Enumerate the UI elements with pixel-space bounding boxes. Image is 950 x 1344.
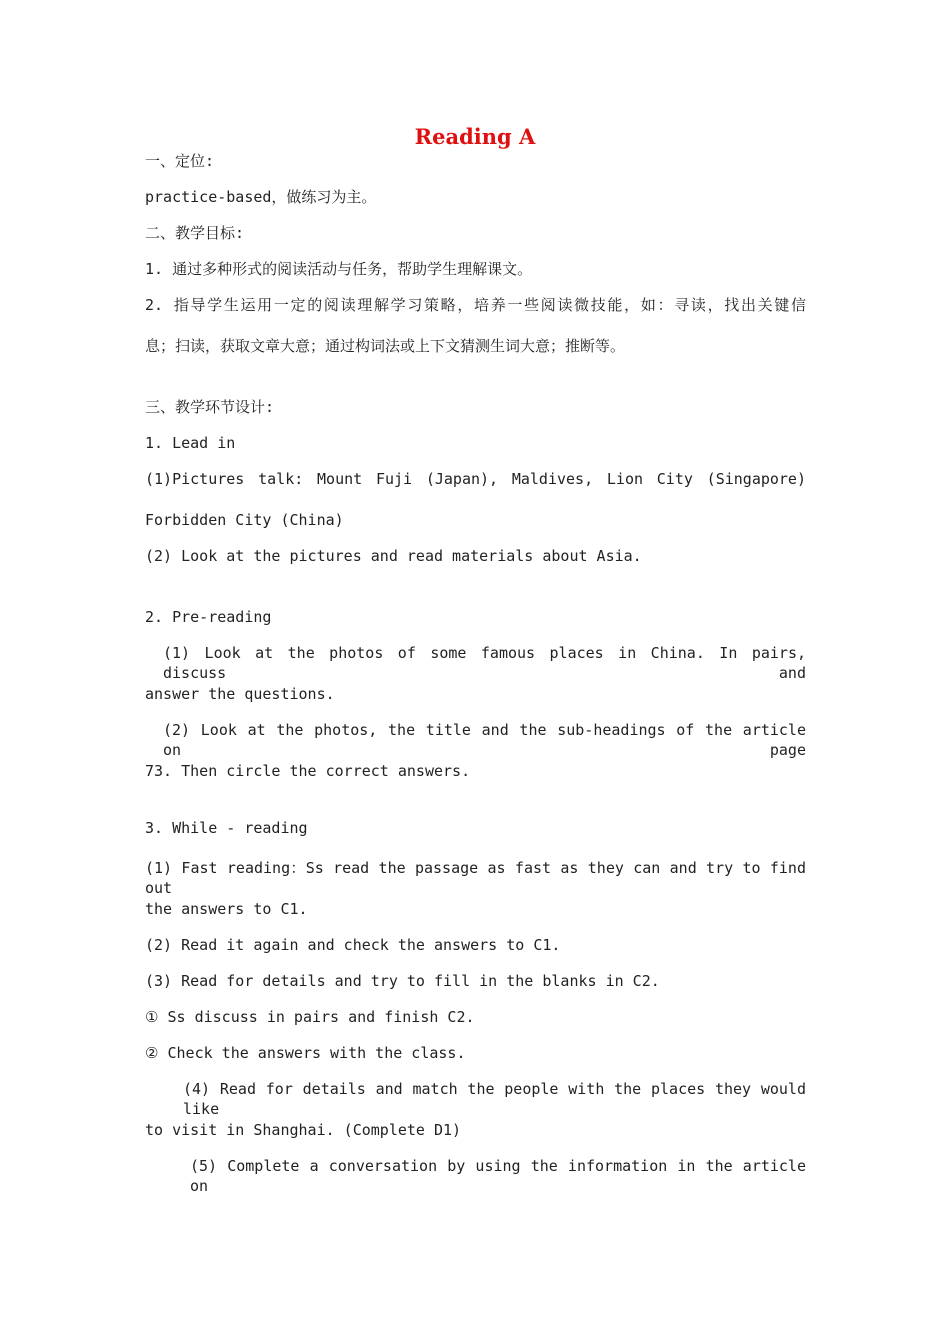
paragraph-line: to visit in Shanghai. (Complete D1)	[145, 1121, 462, 1139]
paragraph-line: (2) Read it again and check the answers to C1.	[145, 936, 561, 954]
paragraph-line: 73. Then circle the correct answers.	[145, 762, 471, 780]
paragraph-line: (3) Read for details and try to fill in the blanks in C2.	[145, 972, 660, 990]
section-heading-design: 三、教学环节设计:	[145, 398, 275, 416]
paragraph-line: answer the questions.	[145, 685, 335, 703]
paragraph-line: ② Check the answers with the class.	[145, 1044, 466, 1062]
objective-item-1: 1. 通过多种形式的阅读活动与任务，帮助学生理解课文。	[145, 260, 533, 278]
document-title: Reading A	[414, 124, 536, 149]
paragraph-line: the answers to C1.	[145, 900, 308, 918]
section-heading-objectives: 二、教学目标:	[145, 224, 245, 242]
section-heading-positioning: 一、定位:	[145, 152, 215, 170]
paragraph-line: practice-based，做练习为主。	[145, 188, 377, 206]
paragraph-line: (2) Look at the pictures and read materials about Asia.	[145, 547, 642, 565]
paragraph-line: (2) Look at the photos, the title and the sub-headings of the article on page	[163, 721, 806, 759]
step-heading-pre-reading: 2. Pre-reading	[145, 608, 272, 626]
objective-item-2: 2. 指导学生运用一定的阅读理解学习策略，培养一些阅读微技能，如：寻读，找出关键信	[145, 296, 806, 314]
paragraph-line: (1)Pictures talk: Mount Fuji (Japan), Maldives, Lion City (Singapore)	[145, 470, 806, 488]
paragraph-line: (5) Complete a conversation by using the information in the article on	[190, 1157, 806, 1195]
step-heading-while-reading: 3. While - reading	[145, 819, 308, 837]
paragraph-line: Forbidden City (China)	[145, 511, 344, 529]
paragraph-line: (1) Fast reading：Ss read the passage as fast as they can and try to find out	[145, 859, 806, 897]
step-heading-lead-in: 1. Lead in	[145, 434, 236, 452]
paragraph-line: ① Ss discuss in pairs and finish C2.	[145, 1008, 475, 1026]
paragraph-line: (1) Look at the photos of some famous places in China. In pairs, discuss and	[163, 644, 806, 682]
objective-item-2-cont: 息；扫读，获取文章大意；通过构词法或上下文猜测生词大意；推断等。	[145, 337, 626, 355]
paragraph-line: (4) Read for details and match the people with the places they would like	[183, 1080, 806, 1118]
